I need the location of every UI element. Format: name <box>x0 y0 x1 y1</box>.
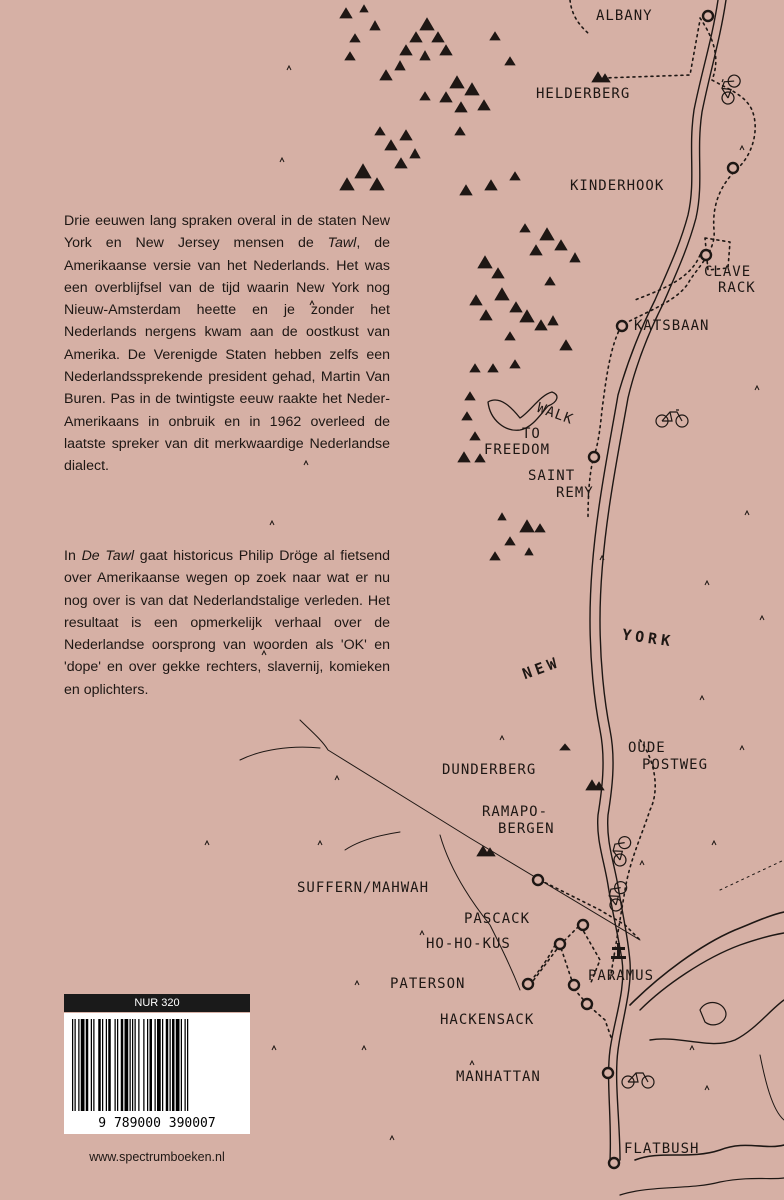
barcode-bar <box>108 1019 111 1111</box>
label-hohokus: HO-HO-KUS <box>426 936 511 952</box>
town-marker-paramus <box>569 980 579 990</box>
bicycle-icon <box>716 72 742 106</box>
barcode-bar <box>115 1019 116 1111</box>
barcode-bar <box>185 1019 186 1111</box>
label-claverack-1: CLAVE <box>704 264 752 280</box>
label-manhattan: MANHATTAN <box>456 1069 541 1085</box>
barcode-bar <box>176 1019 180 1111</box>
barcode-bar <box>172 1019 175 1111</box>
label-suffern: SUFFERN/MAHWAH <box>297 880 430 896</box>
barcode-bar <box>155 1019 156 1111</box>
blurb-paragraph-1 <box>64 210 390 478</box>
nur-label: NUR 320 <box>64 994 250 1012</box>
label-dunderberg: DUNDERBERG <box>442 762 537 778</box>
town-marker-flatbush <box>609 1158 619 1168</box>
barcode-bar <box>135 1019 136 1111</box>
label-walk: WALK <box>534 400 576 428</box>
helderberg-peak-icon <box>592 72 610 82</box>
barcode-bar <box>121 1019 124 1111</box>
cemetery-cross-icon <box>611 943 626 959</box>
label-pascack: PASCACK <box>464 911 531 927</box>
label-oude: OUDE <box>628 740 666 756</box>
barcode-bar <box>162 1019 163 1111</box>
label-albany: ALBANY <box>596 8 653 24</box>
barcode-bar <box>166 1019 169 1111</box>
barcode-bar <box>187 1019 188 1111</box>
barcode-bar <box>150 1019 153 1111</box>
town-marker-paterson <box>523 979 533 989</box>
blurb-emphasis: De Tawl <box>81 548 135 564</box>
town-marker-katsbaan <box>617 321 627 331</box>
town-marker-manhattan <box>603 1068 613 1078</box>
barcode-bar <box>125 1019 129 1111</box>
label-freedom: FREEDOM <box>484 442 551 458</box>
label-to: TO <box>522 426 541 442</box>
barcode-bar <box>98 1019 101 1111</box>
bicycle-icon <box>656 410 688 427</box>
barcode-bar <box>106 1019 107 1111</box>
label-remy: REMY <box>556 485 594 501</box>
barcode-bar <box>72 1019 73 1111</box>
town-marker-saint-remy <box>589 452 599 462</box>
barcode-bar <box>181 1019 182 1111</box>
barcode-bar <box>78 1019 79 1111</box>
barcode-bar <box>93 1019 94 1111</box>
barcode-bar <box>170 1019 171 1111</box>
blurb-text: Drie eeuwen lang spraken overal in de staten New York en New Jersey mensen de <box>64 213 390 252</box>
publisher-website: www.spectrumboeken.nl <box>89 1150 225 1164</box>
blurb-text: In <box>64 548 82 564</box>
label-new: NEW <box>519 652 563 684</box>
label-helderberg: HELDERBERG <box>536 86 631 102</box>
blurb-text: , de Amerikaanse versie van het Nederlands. Het was een overblijfsel van de tijd waarin New York nog Nieuw-Amsterdam heette en je zonder het Nederlands nergens kwam aan de oostkust van Amerika. De Verenigde Staten hebben zelfs een Nederlandssprekende president gehad, Martin Van Buren. Pas in de twintigste eeuw raakte het Neder-Amerikaans in onbruik en in 1962 overleed de laatste spreker van dit merkwaardige Nederlandse dialect. <box>64 235 390 475</box>
barcode-bar <box>86 1019 89 1111</box>
label-katsbaan: KATSBAAN <box>634 318 710 334</box>
barcode-bar <box>117 1019 118 1111</box>
barcode-bar <box>157 1019 161 1111</box>
label-postweg: POSTWEG <box>642 757 709 773</box>
label-bergen: BERGEN <box>498 821 555 837</box>
isbn-barcode <box>64 1013 250 1134</box>
town-marker-albany <box>703 11 713 21</box>
label-kinderhook: KINDERHOOK <box>570 178 665 194</box>
barcode-bar <box>132 1019 133 1111</box>
town-marker-kinderhook <box>728 163 738 173</box>
town-marker-claverack <box>701 250 711 260</box>
hudson-river <box>590 0 718 1160</box>
label-saint: SAINT <box>528 468 576 484</box>
label-claverack-2: RACK <box>718 280 756 296</box>
barcode-bar <box>130 1019 131 1111</box>
town-marker-suffern <box>533 875 543 885</box>
label-ramapo: RAMAPO- <box>482 804 549 820</box>
barcode-bar <box>147 1019 148 1111</box>
blurb-paragraph-2 <box>64 545 390 701</box>
isbn-number: 9 789000 390007 <box>98 1116 216 1131</box>
label-hackensack: HACKENSACK <box>440 1012 535 1028</box>
barcode-bar <box>81 1019 85 1111</box>
label-york: YORK <box>621 625 676 651</box>
label-flatbush: FLATBUSH <box>624 1141 700 1157</box>
town-marker-pascack <box>578 920 588 930</box>
dunderberg-peak-icon <box>586 780 604 790</box>
barcode-bar <box>75 1019 76 1111</box>
town-marker-hackensack <box>582 999 592 1009</box>
town-marker-hohokus <box>555 939 565 949</box>
bicycle-icon <box>622 1073 654 1088</box>
barcode-bar <box>102 1019 103 1111</box>
blurb-emphasis: Tawl <box>327 235 357 252</box>
barcode-bar <box>138 1019 139 1111</box>
barcode-bar <box>91 1019 92 1111</box>
barcode-bar <box>143 1019 144 1111</box>
label-paterson: PATERSON <box>390 976 466 992</box>
blurb-text: gaat historicus Philip Dröge al fietsend over Amerikaanse wegen op zoek naar wat er nu nog over is van dat Nederlandstalige verleden. Het resultaat is een opmerkelijk verhaal over de Nederlandse oorsprong van woorden als 'OK' en 'dope' en over gekke rechters, slavernij, komieken en oplichters. <box>64 548 391 698</box>
label-paramus: PARAMUS <box>588 968 655 984</box>
